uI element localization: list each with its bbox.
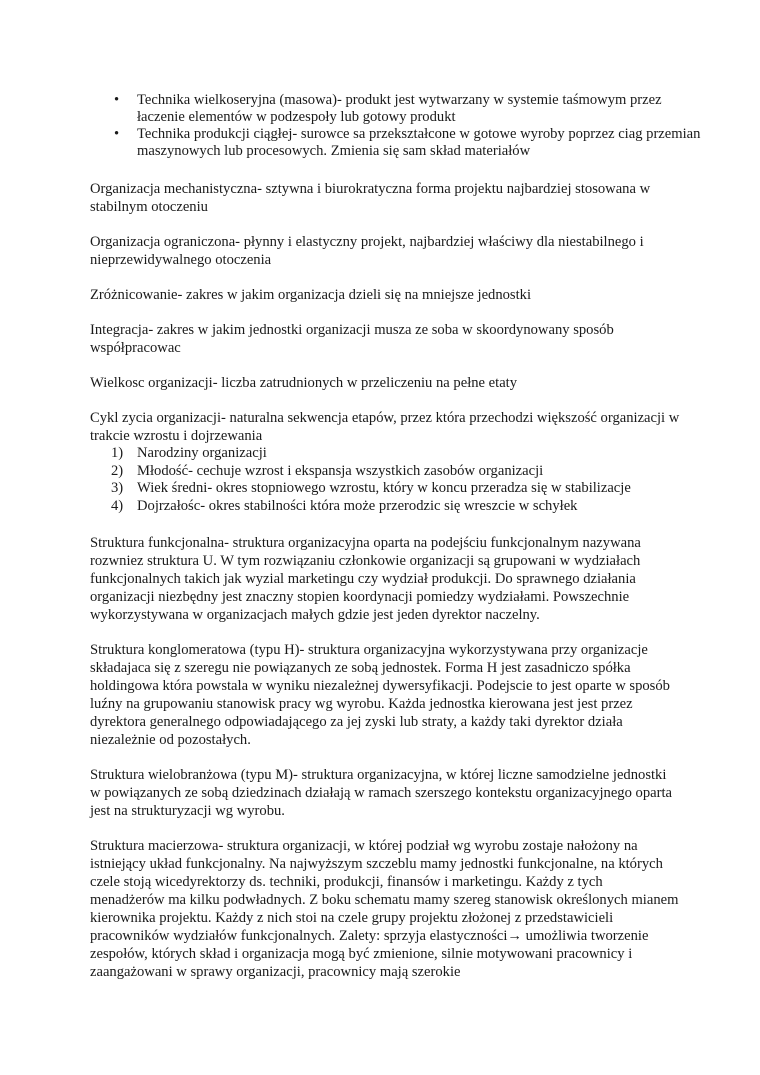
list-text: Młodość- cechuje wzrost i ekspansja wszystkich zasobów organizacji bbox=[137, 462, 544, 479]
lifecycle-item bbox=[90, 480, 690, 498]
technique-bullet-list bbox=[90, 92, 701, 160]
list-text: Wiek średni- okres stopniowego wzrostu, który w koncu przeradza się w stabilizacje bbox=[137, 480, 631, 496]
paragraph-cykl: Cykl zycia organizacji- naturalna sekwencja etapów, przez która przechodzi większość organizacji w trakcie wzrostu i dojrzewania bbox=[90, 410, 680, 444]
bullet-text: Technika produkcji ciągłej- surowce sa przekształcone w gotowe wyroby poprzez ciag przemian maszynowych lub procesowych. Zmienia się sam skład materiałów bbox=[137, 126, 701, 159]
document-page bbox=[90, 92, 701, 981]
paragraph-integracja: Integracja- zakres w jakim jednostki organizacji musza ze soba w skoordynowany sposób współpracowac bbox=[90, 322, 614, 356]
paragraph-mechanistyczna: Organizacja mechanistyczna- sztywna i biurokratyczna forma projektu najbardziej stosowana w stabilnym otoczeniu bbox=[90, 181, 651, 215]
list-text: Dojrzałośc- okres stabilności która może przerodzic się wreszcie w schyłek bbox=[137, 497, 578, 514]
bullet-icon: • bbox=[114, 126, 120, 142]
bullet-text: Technika wielkoseryjna (masowa)- produkt jest wytwarzany w systemie taśmowym przez łaczenie elementów w podzespoły lub gotowy produkt bbox=[137, 92, 662, 125]
list-number: 1) bbox=[111, 445, 124, 461]
paragraph-wielkosc: Wielkosc organizacji- liczba zatrudnionych w przeliczeniu na pełne etaty bbox=[90, 375, 518, 391]
list-text: Narodziny organizacji bbox=[137, 445, 267, 461]
lifecycle-item bbox=[90, 498, 690, 516]
paragraph-wielobranzowa: Struktura wielobranżowa (typu M)- struktura organizacyjna, w której liczne samodzielne jednostki w powiązanych ze sobą dziedzinach działają w ramach szerszego kontekstu organizacyjnego oparta jest na strukturyzacji wg wyrobu. bbox=[90, 767, 673, 819]
lifecycle-item bbox=[90, 445, 690, 463]
bullet-item bbox=[90, 92, 707, 126]
list-number: 3) bbox=[111, 480, 124, 496]
paragraph-ograniczona: Organizacja ograniczona- płynny i elastyczny projekt, najbardziej właściwy dla niestabilnego i nieprzewidywalnego otoczenia bbox=[90, 234, 644, 268]
bullet-icon: • bbox=[114, 92, 120, 108]
list-number: 2) bbox=[111, 462, 124, 479]
paragraph-funkcjonalna: Struktura funkcjonalna- struktura organizacyjna oparta na podejściu funkcjonalnym nazywana rozwniez struktura U. W tym rozwiązaniu członkowie organizacji są grupowani w wydziałach funkcjonalnych takich jak wyzial marketingu czy wydział produkcji. Do sprawnego działania organizacji niezbędny jest znaczny stopien koordynacji pomiedzy wydziałami. Powszechnie wykorzystywana w organizacjach małych gdzie jest jeden dyrektor naczelny. bbox=[90, 535, 641, 623]
paragraph-zroznicowanie: Zróżnicowanie- zakres w jakim organizacja dzieli się na mniejsze jednostki bbox=[90, 287, 532, 303]
list-number: 4) bbox=[111, 497, 124, 514]
lifecycle-item bbox=[90, 463, 690, 481]
bullet-item bbox=[90, 126, 709, 160]
paragraph-konglomeratowa: Struktura konglomeratowa (typu H)- struktura organizacyjna wykorzystywana przy organizacje składajaca się z szeregu nie powiązanych ze sobą jednostek. Forma H jest zasadniczo spółka holdingowa która powstala w wyniku niezależnej dywersyfikacji. Podejscie to jest oparte w sposób luźny na grupowaniu stanowisk pracy wg wyrobu. Każda jednostka kierowana jest jest przez dyrektora generalnego odpowiadającego za jej zyski lub straty, a każdy taki dyrektor działa niezależnie od pozostałych. bbox=[90, 642, 670, 748]
paragraph-macierzowa: Struktura macierzowa- struktura organizacji, w której podział wg wyrobu zostaje nałożony na istniejący układ funkcjonalny. Na najwyższym szczeblu mamy jednostki funkcjonalne, na których czele stoją wicedyrektorzy ds. techniki, produkcji, finansów i marketingu. Każdy z tych menadżerów ma kilku podwładnych. Z boku schematu mamy szereg stanowisk określonych mianem kierownika projektu. Każdy z nich stoi na czele grupy projektu złożonej z przedstawicieli pracowników wydziałów funkcjonalnych. Zalety: sprzyja elastyczności→ umożliwia tworzenie zespołów, których skład i organizacja mogą być zmienione, silnie motywowani pracownicy i zaangażowani w sprawy organizacji, pracownicy mają szerokie bbox=[90, 838, 679, 980]
lifecycle-list bbox=[90, 445, 690, 515]
